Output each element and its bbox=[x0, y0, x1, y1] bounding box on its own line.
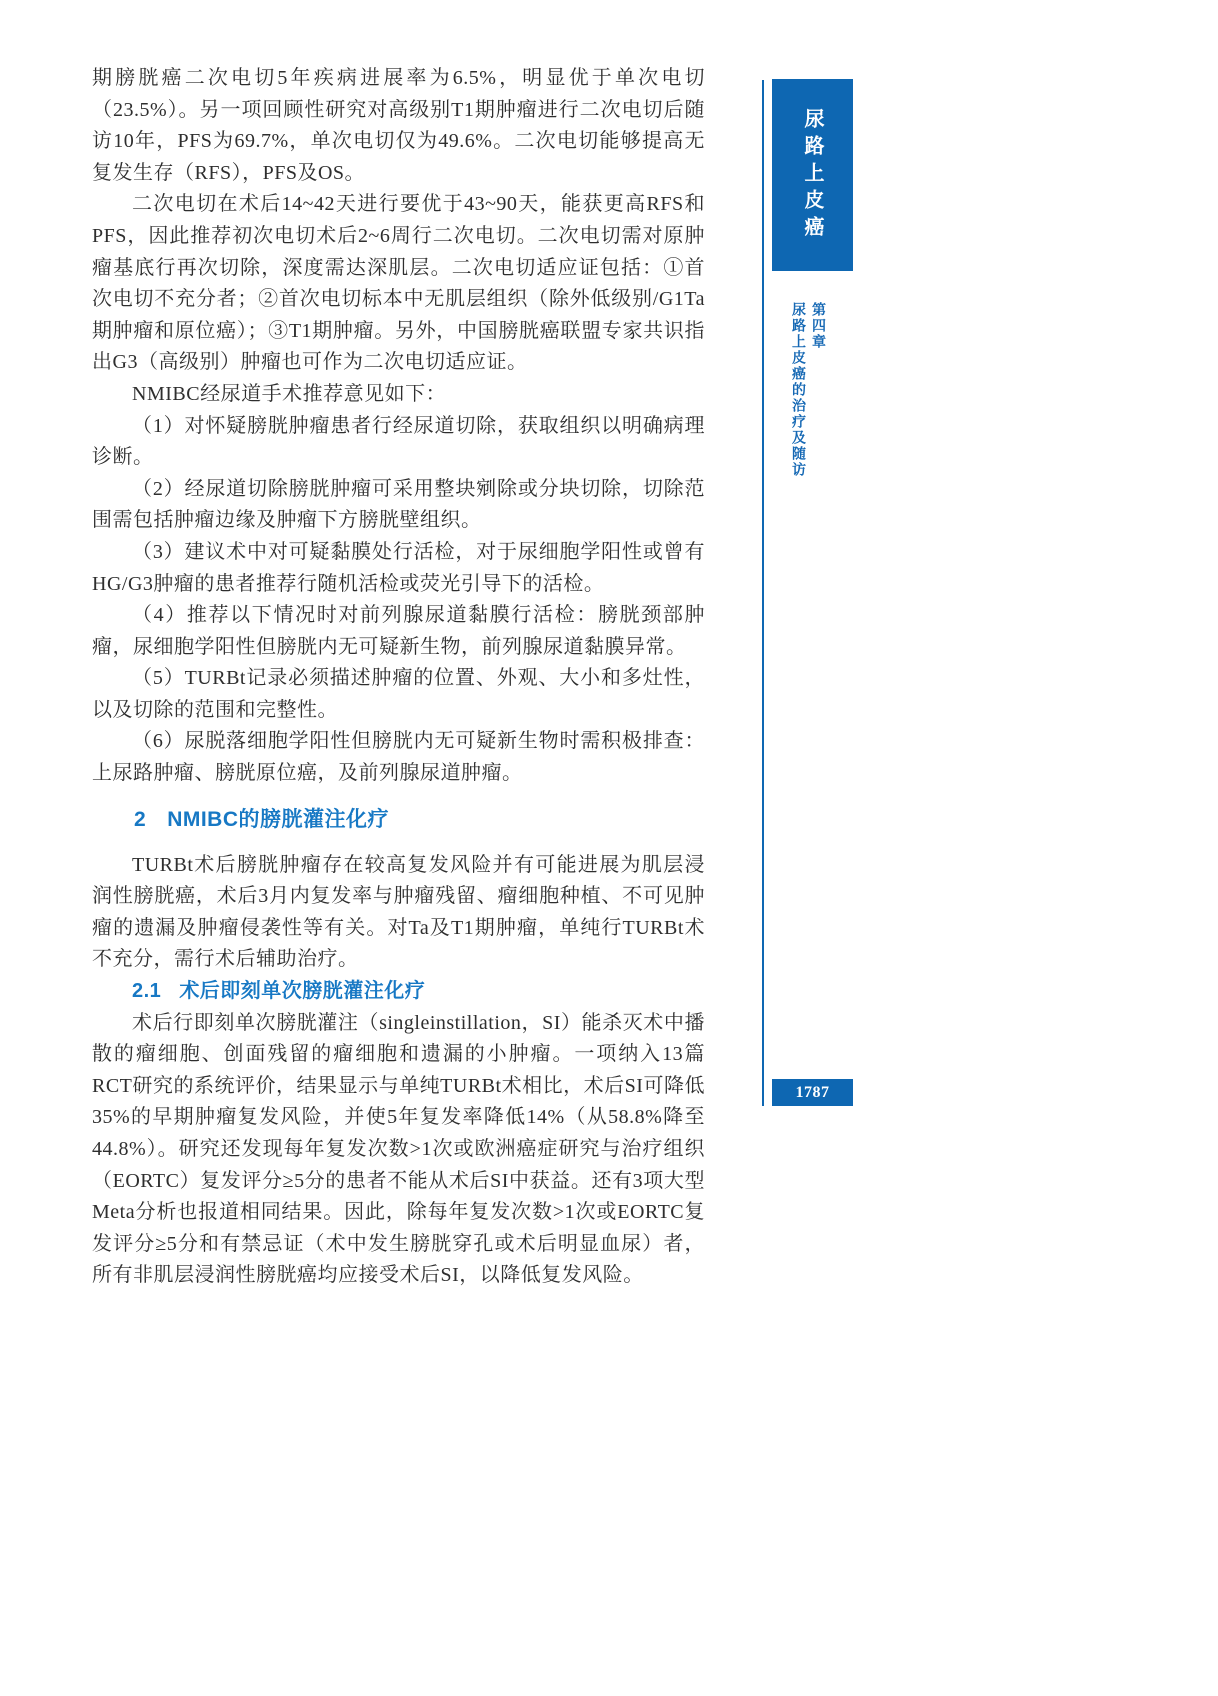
section-heading bbox=[92, 804, 705, 835]
side-tab-label: 尿路上皮癌 bbox=[801, 107, 823, 243]
main-text-column bbox=[92, 63, 705, 1292]
paragraph: TURBt术后膀胱肿瘤存在较高复发风险并有可能进展为肌层浸润性膀胱癌，术后3月内复发率与肿瘤残留、瘤细胞种植、不可见肿瘤的遗漏及肿瘤侵袭性等有关。对Ta及T1期肿瘤，单纯行TURBt术不充分，需行术后辅助治疗。 bbox=[92, 853, 705, 971]
paragraph: NMIBC经尿道手术推荐意见如下： bbox=[132, 382, 447, 405]
paragraph: 术后行即刻单次膀胱灌注（singleinstillation，SI）能杀灭术中播散的瘤细胞、创面残留的瘤细胞和遗漏的小肿瘤。一项纳入13篇RCT研究的系统评价，结果显示与单纯TURBt术相比，术后SI可降低35%的早期肿瘤复发风险，并使5年复发率降低14%（从58.8%降至44.8%）。研究还发现每年复发次数>1次或欧洲癌症研究与治疗组织（EORTC）复发评分≥5分的患者不能从术后SI中获益。还有3项大型Meta分析也报道相同结果。因此，除每年复发次数>1次或EORTC复发评分≥5分和有禁忌证（术中发生膀胱穿孔或术后明显血尿）者，所有非肌层浸润性膀胱癌均应接受术后SI，以降低复发风险。 bbox=[92, 1011, 705, 1287]
list-item-paragraph: （5）TURBt记录必须描述肿瘤的位置、外观、大小和多灶性，以及切除的范围和完整性。 bbox=[92, 667, 705, 721]
subsection-number: 2.1 bbox=[132, 980, 162, 1003]
list-item-paragraph: （2）经尿道切除膀胱肿瘤可采用整块剜除或分块切除，切除范围需包括肿瘤边缘及肿瘤下方膀胱壁组织。 bbox=[92, 477, 705, 532]
section-side-tab bbox=[772, 79, 853, 271]
paragraph: 二次电切在术后14~42天进行要优于43~90天，能获更高RFS和PFS，因此推荐初次电切术后2~6周行二次电切。二次电切需对原肿瘤基底行再次切除，深度需达深肌层。二次电切适应证包括：①首次电切不充分者；②首次电切标本中无肌层组织（除外低级别/G1Ta期肿瘤和原位癌）；③T1期肿瘤。另外，中国膀胱癌联盟专家共识指出G3（高级别）肿瘤也可作为二次电切适应证。 bbox=[92, 193, 705, 374]
page-number-badge: 1787 bbox=[772, 1079, 853, 1106]
section-number: 2 bbox=[134, 807, 147, 831]
list-item-paragraph: （1）对怀疑膀胱肿瘤患者行经尿道切除，获取组织以明确病理诊断。 bbox=[92, 414, 705, 469]
section-heading-label: NMIBC的膀胱灌注化疗 bbox=[167, 807, 390, 831]
list-item-paragraph: （6）尿脱落细胞学阳性但膀胱内无可疑新生物时需积极排查：上尿路肿瘤、膀胱原位癌，及前列腺尿道肿瘤。 bbox=[92, 730, 705, 785]
paragraph: 期膀胱癌二次电切5年疾病进展率为6.5%，明显优于单次电切（23.5%）。另一项回顾性研究对高级别T1期肿瘤进行二次电切后随访10年，PFS为69.7%，单次电切仅为49.6%。二次电切能够提高无复发生存（RFS），PFS及OS。 bbox=[92, 67, 705, 184]
chapter-sidebar bbox=[789, 302, 829, 562]
sidebar-vertical-rule bbox=[762, 80, 764, 1106]
chapter-number: 第四章 bbox=[811, 302, 827, 350]
subsection-heading bbox=[92, 976, 705, 1008]
list-item-paragraph: （4）推荐以下情况时对前列腺尿道黏膜行活检：膀胱颈部肿瘤，尿细胞学阳性但膀胱内无可疑新生物，前列腺尿道黏膜异常。 bbox=[92, 604, 705, 658]
chapter-title: 尿路上皮癌的治疗及随访 bbox=[791, 302, 807, 478]
subsection-heading-label: 术后即刻单次膀胱灌注化疗 bbox=[179, 980, 426, 1003]
list-item-paragraph: （3）建议术中对可疑黏膜处行活检，对于尿细胞学阳性或曾有HG/G3肿瘤的患者推荐行随机活检或荧光引导下的活检。 bbox=[92, 540, 705, 595]
